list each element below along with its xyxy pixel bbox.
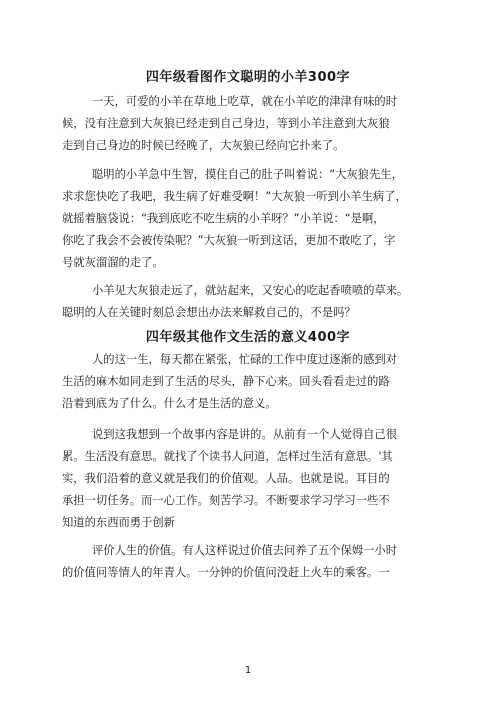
s1-p2-line1: 聪明的小羊急中生智，摸住自己的肚子叫着说：“大灰狼先生， [92, 168, 403, 181]
s2-p3-line1: 评价人生的价值。有人这样说过价值去问养了五个保姆一小时 [92, 544, 398, 557]
s1-p1-line1: 一天，可爱的小羊在草地上吃草，就在小羊吃的津津有味的时 [92, 95, 398, 108]
s2-p1-line1: 人的这一生，每天都在紧张，忙碌的工作中度过逐渐的感到对 [92, 353, 398, 366]
s1-p2-line4: 你吃了我会不会被传染呢？”大灰狼一听到这话，更加不敢吃了，字 [62, 234, 396, 247]
s2-p1-line2: 生活的麻木如同走到了生活的尽头，静下心来。回头看看走过的路 [62, 375, 390, 388]
s2-p2-line5: 知道的东西而勇于创新 [62, 516, 175, 529]
s1-p3-line1: 小羊见大灰狼走远了，就站起来，又安心的吃起香喷喷的草来。 [92, 284, 409, 297]
s2-p1-line3: 沿着到底为了什么。什么才是生活的意义。 [62, 397, 277, 410]
s2-p2-line3: 实，我们沿着的意义就是我们的价值观。人品。也就是说。耳目的 [62, 472, 390, 485]
s2-p2-line2: 累。生活没有意思。就找了个读书人问道，怎样过生活有意思。'其 [62, 450, 393, 463]
s1-p2-line3: 就摇着脑袋说：“我到底吃不吃生病的小羊呀？”小羊说：“是啊， [62, 212, 385, 225]
s1-p1-line2: 候，没有注意到大灰狼已经走到自己身边，等到小羊注意到大灰狼 [62, 117, 390, 130]
page-number: 1 [244, 665, 252, 676]
s2-p2-line4: 承担一切任务。而一心工作。刻苦学习。不断要求学习学习一些不 [62, 494, 390, 507]
s2-p2-line1: 说到这我想到一个故事内容是讲的。从前有一个人觉得自己很 [92, 428, 398, 441]
s1-p2-line2: 求求您快吃了我吧，我生病了好难受啊！”大灰狼一听到小羊生病了， [62, 190, 407, 203]
s2-p3-line2: 的价值问等情人的年青人。一分钟的价值问没赶上火车的乘客。一 [62, 566, 390, 579]
section2-title: 四年级其他作文生活的意义400字 [145, 330, 351, 345]
s1-p3-line2: 聪明的人在关键时刻总会想出办法来解救自己的，不是吗？ [62, 306, 356, 319]
s1-p2-line5: 号就灰溜溜的走了。 [62, 256, 164, 269]
s1-p1-line3: 走到自己身边的时候已经晚了，大灰狼已经向它扑来了。 [62, 139, 345, 152]
section1-title: 四年级看图作文聪明的小羊300字 [145, 70, 351, 85]
